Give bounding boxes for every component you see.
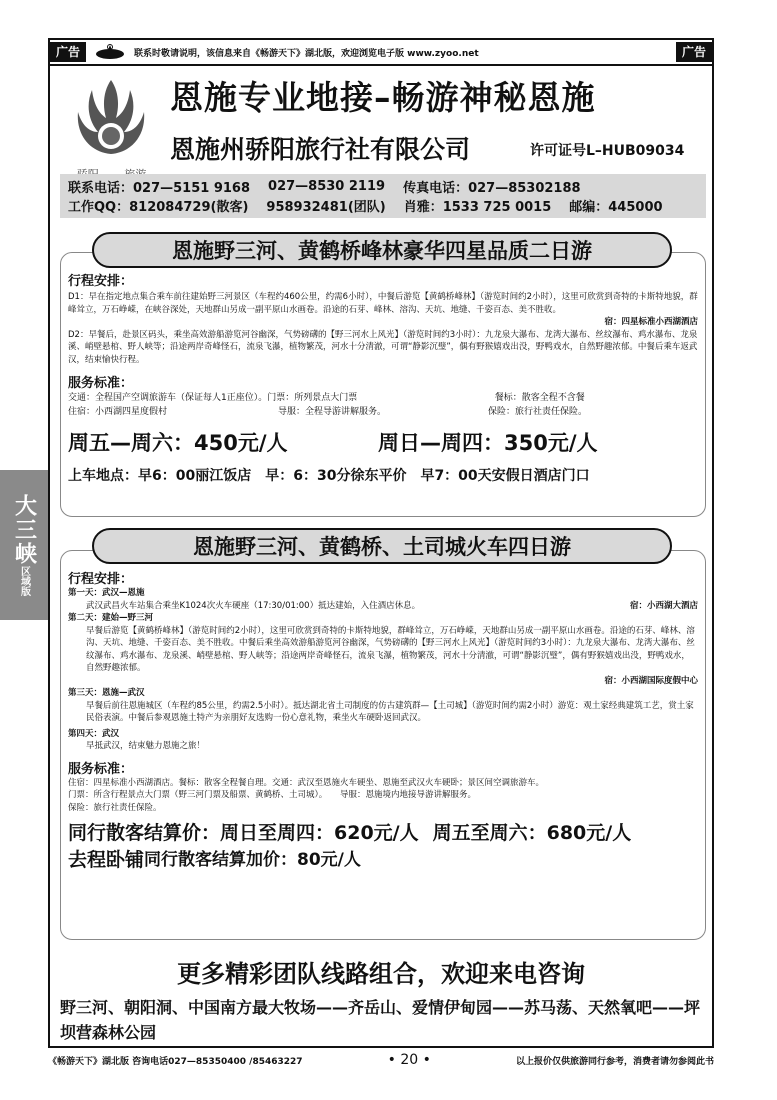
company-logo — [64, 74, 159, 184]
tour2-day2: 早餐后游览【黄鹤桥峰林】（游览时间约2小时），这里可欣赏到奇特的卡斯特地貌，群峰耸立，万石峥嵘，天地群山另成一副平原山水画卷。沿途的石芽、峰林、溶沟、天坑、地缝、千姿百态、美不胜收。中餐后乘坐高效游船游览河谷幽深，气势磅礴的【野三河水上风光】（游览时间约3小时）：九龙泉大瀑布、龙湾大瀑布、丝纹瀑布、鸡水瀑布、龙泉溪、峭壁悬棺、野人峡等；沿途两岸奇峰怪石，流泉飞瀑，植物繁茂，河水十分清澈，可谓“静影沉璧”，偶有野猴嬉戏出没，野鸭戏水，自然野趣浓郁。 — [86, 625, 695, 673]
tour2-day2-title: 第二天：建始—野三河 — [68, 613, 154, 623]
tour2-price-weekday: 同行散客结算价：周日至周四：620元/人 — [68, 822, 419, 844]
tour1-service-guide: 导服：全程导游讲解服务。 — [278, 407, 387, 417]
tour2-services-3: 保险：旅行社责任保险。 — [68, 802, 162, 813]
tour2-day3: 早餐后前往恩施城区（车程约85公里，约需2.5小时）。抵达湖北省土司制度的仿古建筑群—【土司城】（游览时间约需2小时）游览：观土家经典建筑工艺，赏土家民俗表演。中餐后参观恩施土特产为亲朋好友选购一份心意礼物，乘坐火车硬卧返回武汉。 — [86, 700, 694, 723]
tour1-day1-stay: 宿：四星标准小西湖酒店 — [604, 317, 698, 327]
top-bar-text: 联系时敬请说明，该信息来自《畅游天下》湖北版，欢迎浏览电子版 www.zyoo.net — [134, 48, 479, 59]
tour1-banner: 恩施野三河、黄鹤桥峰林豪华四星品质二日游 — [92, 232, 672, 268]
contact-bar — [60, 174, 706, 218]
tour2-content — [68, 568, 698, 872]
page-footer — [48, 1050, 714, 1070]
tour2-services-2: 门票：所含行程景点大门票（野三河门票及船票、黄鹤桥、土司城）。 导服：恩施境内地接导游讲解服务。 — [68, 790, 477, 800]
license-number: 许可证号L–HUB09034 — [530, 143, 685, 159]
tour2-services-1: 住宿：四星标准小西湖酒店。餐标：散客全程餐自理。交通：武汉至恩施火车硬坐、恩施至武汉火车硬卧；景区间空调旅游车。 — [68, 777, 545, 788]
tour2-day2-stay: 宿：小西湖国际度假中心 — [604, 675, 698, 686]
company-name: 恩施州骄阳旅行社有限公司 — [170, 135, 471, 164]
tour1-service-label: 服务标准： — [68, 376, 134, 391]
tour1-service-insurance: 保险：旅行社责任保险。 — [488, 407, 588, 417]
side-tab-title: 大三峡 — [11, 494, 37, 566]
tour1-service-meal: 餐标：散客全程不含餐 — [494, 393, 585, 403]
tour1-price-weekend: 周日—周四：350元/人 — [378, 431, 598, 455]
footer-right: 以上报价仅供旅游同行参考，消费者请勿参阅此书 — [515, 1056, 714, 1067]
tour2-day1-title: 第一天：武汉—恩施 — [68, 588, 145, 598]
page-number: • 20 • — [387, 1052, 431, 1068]
tour2-sleeper-price: 同行散客结算加价：80元/人 — [144, 850, 361, 870]
region-side-tab — [0, 470, 48, 620]
tour1-content — [68, 270, 698, 485]
tour1-service-hotel: 住宿：小西湖四星度假村 — [68, 407, 168, 417]
tour2-day1-stay: 宿：小西湖大酒店 — [629, 600, 698, 611]
tour2-sleeper-label: 去程卧铺 — [68, 849, 145, 871]
footer-left: 《畅游天下》湖北版 咨询电话027—85350400 /85463227 — [48, 1056, 303, 1067]
tour1-pickup: 上车地点：早6：00丽江饭店 早：6：30分徐东平价 早7：00天安假日酒店门口 — [68, 468, 590, 484]
ad-label-left: 广告 — [50, 42, 86, 62]
phone-2: 027—8530 2119 — [268, 179, 386, 194]
promo-title: 更多精彩团队线路组合，欢迎来电咨询 — [177, 959, 585, 988]
top-bar — [50, 40, 712, 66]
mobile: 肖雅：1533 725 0015 — [403, 200, 552, 215]
tour2-banner: 恩施野三河、黄鹤桥、土司城火车四日游 — [92, 528, 672, 564]
tour1-day2: D2：早餐后，赴景区码头，乘坐高效游船游览河谷幽深，气势磅礴的【野三河水上风光】（游览时间约3小时）：九龙泉大瀑布、龙湾大瀑布、丝纹瀑布、鸡水瀑布、龙泉溪、峭壁悬棺、野人峡等；沿途两岸奇峰怪石，流泉飞瀑，植物繁茂，河水十分清澈，可谓“静影沉璧”，偶有野猴嬉戏出没，野鸭戏水，自然野趣浓郁。中餐后乘车返武汉，结束愉快行程。 — [68, 329, 698, 365]
tour2-day4-title: 第四天：武汉 — [68, 728, 120, 739]
phone-1: 联系电话：027—5151 9168 — [68, 181, 251, 196]
tour2-day3-title: 第三天：恩施—武汉 — [68, 688, 145, 698]
company-header — [50, 68, 712, 188]
postcode: 邮编：445000 — [569, 200, 663, 215]
ad-label-right: 广告 — [676, 42, 712, 62]
side-tab-sub: 区域版 — [18, 566, 30, 596]
promo-text: 野三河、朝阳洞、中国南方最大牧场——齐岳山、爱情伊甸园——苏马荡、天然氧吧——坪坝营森林公园 — [60, 998, 701, 1042]
tour1-day1: D1：早在指定地点集合乘车前往建始野三河景区（车程约460公里，约需6小时），中餐后游览【黄鹤桥峰林】（游览时间约2小时），这里可欣赏到奇特的卡斯特地貌，群峰耸立，万石峥嵘，在峡谷深处，天地群山另成一副平原山水画卷。沿途的石芽、峰林、溶沟、天坑、地缝、千姿百态、美不胜收。 — [68, 292, 698, 315]
fax: 传真电话：027—85302188 — [403, 181, 581, 196]
qq-individual: 工作QQ：812084729(散客) — [68, 200, 249, 215]
tour1-price-weekday: 周五—周六：450元/人 — [68, 431, 288, 455]
tour2-day4: 早抵武汉，结束魅力恩施之旅！ — [86, 741, 206, 751]
tour2-itinerary-label: 行程安排： — [68, 572, 134, 587]
tour2-day1: 武汉武昌火车站集合乘坐K1024次火车硬座（17:30/01:00）抵达建始，入住酒店休息。 — [86, 600, 421, 611]
main-title: 恩施专业地接–畅游神秘恩施 — [170, 78, 596, 117]
tour2-price-weekend: 周五至周六：680元/人 — [432, 822, 632, 844]
tour2-service-label: 服务标准： — [68, 761, 134, 777]
antler-logo-icon — [64, 74, 159, 166]
tour1-itinerary-label: 行程安排： — [68, 274, 134, 289]
magazine-logo-icon — [92, 42, 128, 62]
qq-group: 958932481(团队) — [266, 200, 386, 215]
ad-page — [48, 38, 714, 1048]
tour1-service-transport: 交通：全程国产空调旅游车（保证每人1正座位）。门票：所列景点大门票 — [68, 393, 358, 403]
